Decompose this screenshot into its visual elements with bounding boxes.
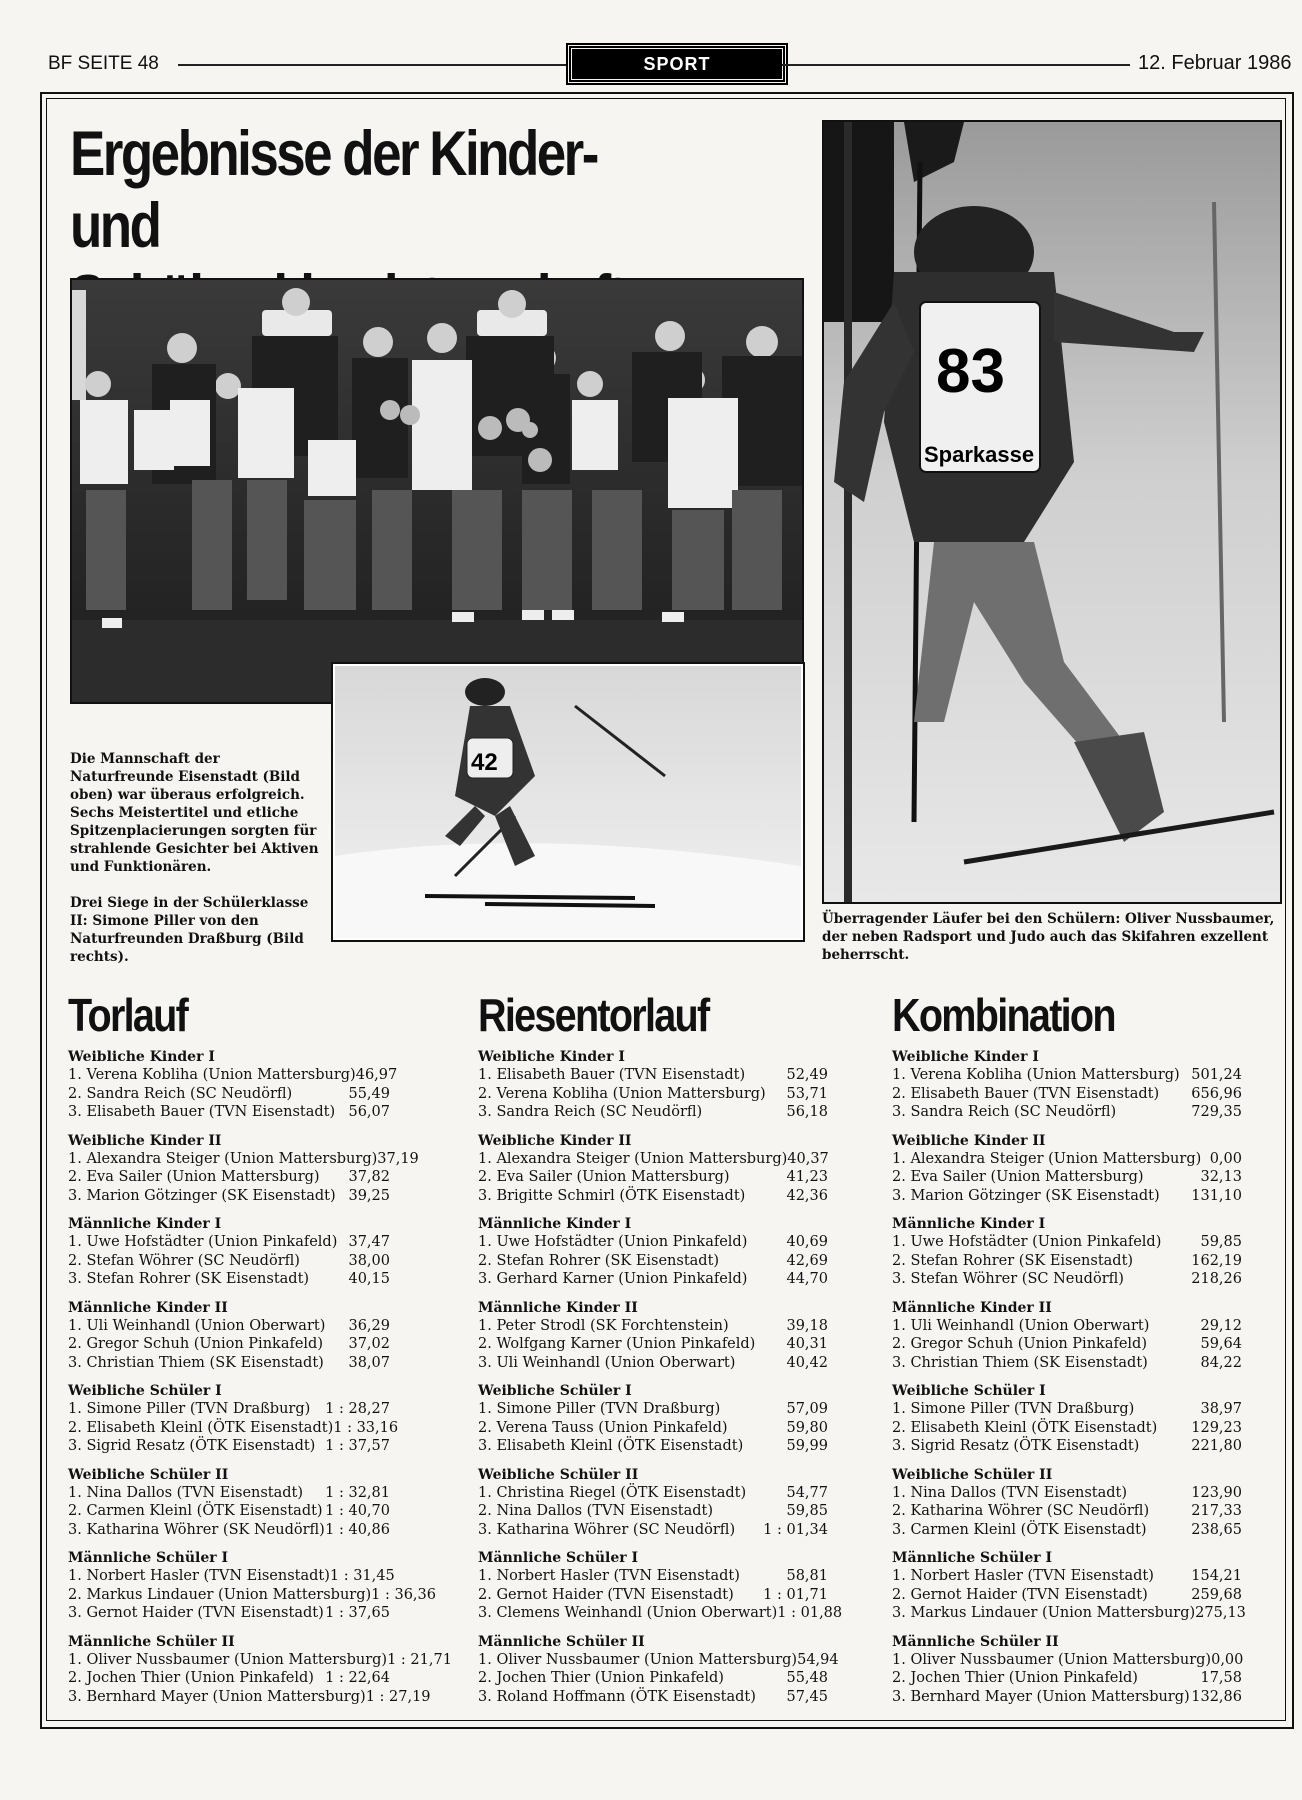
- result-row: [892, 1187, 1242, 1206]
- result-time: 217,33: [1191, 1503, 1242, 1519]
- result-time: 501,24: [1191, 1067, 1242, 1083]
- result-name: 2. Stefan Rohrer (SK Eisenstadt): [892, 1252, 1134, 1269]
- result-name: 2. Jochen Thier (Union Pinkafeld): [68, 1670, 314, 1686]
- result-time: 56,07: [348, 1104, 390, 1120]
- result-time: 36,29: [348, 1317, 390, 1334]
- result-group: [478, 1633, 839, 1707]
- result-group: [68, 1299, 390, 1373]
- result-name: 1. Alexandra Steiger (Union Mattersburg): [478, 1150, 788, 1167]
- result-group: [478, 1466, 828, 1540]
- page-label: BF SEITE 48: [48, 53, 159, 74]
- result-name: 1. Simone Piller (TVN Draßburg): [68, 1401, 311, 1417]
- result-name: 2. Elisabeth Kleinl (ÖTK Eisenstadt): [892, 1419, 1158, 1436]
- result-name: 1. Oliver Nussbaumer (Union Mattersburg): [892, 1651, 1212, 1668]
- result-time: 38,97: [1200, 1401, 1242, 1417]
- result-name: 3. Christian Thiem (SK Eisenstadt): [68, 1354, 324, 1371]
- group-title: Weibliche Kinder I: [478, 1049, 625, 1065]
- result-row: [478, 1400, 828, 1419]
- result-name: 3. Clemens Weinhandl (Union Oberwart): [478, 1605, 778, 1621]
- result-name: 3. Brigitte Schmirl (ÖTK Eisenstadt): [478, 1187, 746, 1204]
- group-title: Weibliche Schüler I: [68, 1383, 222, 1399]
- result-name: 3. Carmen Kleinl (ÖTK Eisenstadt): [892, 1521, 1147, 1538]
- result-row: [892, 1604, 1246, 1623]
- result-name: 3. Christian Thiem (SK Eisenstadt): [892, 1354, 1148, 1371]
- result-time: 57,45: [786, 1688, 828, 1705]
- result-time: 59,80: [786, 1419, 828, 1436]
- result-time: 32,13: [1200, 1169, 1242, 1185]
- result-row: [478, 1521, 828, 1540]
- result-time: 17,58: [1200, 1670, 1242, 1686]
- result-row: [68, 1651, 452, 1670]
- result-row: [68, 1103, 390, 1122]
- group-title: Männliche Schüler I: [68, 1550, 229, 1566]
- result-group: [478, 1299, 828, 1373]
- header-rule-left: [178, 64, 566, 66]
- result-group: [478, 1549, 843, 1623]
- result-name: 3. Elisabeth Bauer (TVN Eisenstadt): [68, 1104, 336, 1120]
- result-name: 3. Gernot Haider (TVN Eisenstadt): [68, 1605, 324, 1621]
- result-time: 162,19: [1191, 1252, 1242, 1269]
- result-row: [68, 1233, 390, 1252]
- result-name: 1. Verena Kobliha (Union Mattersburg): [892, 1067, 1180, 1083]
- result-time: 53,71: [786, 1085, 828, 1102]
- result-row: [892, 1233, 1242, 1252]
- result-time: 1 : 40,70: [325, 1503, 390, 1519]
- result-row: [478, 1586, 828, 1605]
- group-title: Männliche Schüler II: [478, 1633, 645, 1650]
- result-name: 1. Oliver Nussbaumer (Union Mattersburg): [478, 1651, 798, 1668]
- result-time: 59,85: [1200, 1234, 1242, 1250]
- result-row: [478, 1252, 828, 1271]
- result-row: [478, 1103, 828, 1122]
- result-row: [478, 1270, 828, 1289]
- result-row: [478, 1150, 828, 1169]
- result-row: [478, 1502, 828, 1521]
- result-row: [478, 1187, 828, 1206]
- result-row: [478, 1317, 828, 1336]
- result-time: 59,64: [1200, 1336, 1242, 1352]
- result-time: 40,37: [787, 1150, 829, 1167]
- result-name: 2. Carmen Kleinl (ÖTK Eisenstadt): [68, 1503, 323, 1519]
- result-time: 132,86: [1191, 1688, 1242, 1705]
- result-row: [478, 1604, 843, 1623]
- result-row: [892, 1437, 1242, 1456]
- result-time: 59,85: [786, 1503, 828, 1519]
- result-name: 1. Norbert Hasler (TVN Eisenstadt): [68, 1568, 330, 1584]
- result-name: 1. Elisabeth Bauer (TVN Eisenstadt): [478, 1067, 746, 1083]
- group-title: Männliche Kinder I: [892, 1216, 1046, 1232]
- result-row: [68, 1335, 390, 1354]
- result-row: [478, 1085, 828, 1104]
- result-group: [68, 1382, 399, 1456]
- result-row: [68, 1567, 395, 1586]
- result-name: 3. Bernhard Mayer (Union Mattersburg): [68, 1688, 366, 1705]
- result-name: 1. Oliver Nussbaumer (Union Mattersburg): [68, 1651, 388, 1668]
- group-title: Männliche Kinder II: [892, 1299, 1052, 1316]
- result-row: [68, 1419, 399, 1438]
- result-row: [68, 1502, 390, 1521]
- result-name: 2. Markus Lindauer (Union Mattersburg): [68, 1586, 372, 1603]
- result-time: 238,65: [1191, 1521, 1242, 1538]
- result-name: 2. Elisabeth Bauer (TVN Eisenstadt): [892, 1085, 1160, 1102]
- header-rule-right: [782, 64, 1130, 66]
- result-name: 2. Verena Tauss (Union Pinkafeld): [478, 1419, 728, 1436]
- result-row: [68, 1252, 390, 1271]
- result-name: 1. Norbert Hasler (TVN Eisenstadt): [478, 1568, 740, 1584]
- result-row: [478, 1437, 828, 1456]
- result-time: 37,47: [348, 1234, 390, 1250]
- result-row: [892, 1484, 1242, 1503]
- result-time: 84,22: [1200, 1354, 1242, 1371]
- result-name: 1. Peter Strodl (SK Forchtenstein): [478, 1317, 729, 1334]
- riesentorlauf-column: [478, 989, 843, 1716]
- issue-date: 12. Februar 1986: [1138, 52, 1292, 74]
- result-time: 1 : 21,71: [387, 1651, 452, 1668]
- result-name: 1. Uwe Hofstädter (Union Pinkafeld): [68, 1234, 338, 1250]
- result-row: [478, 1066, 828, 1085]
- result-group: [68, 1048, 398, 1122]
- result-name: 3. Sandra Reich (SC Neudörfl): [478, 1104, 703, 1120]
- result-row: [68, 1688, 431, 1707]
- result-name: 2. Jochen Thier (Union Pinkafeld): [892, 1670, 1138, 1686]
- result-row: [68, 1669, 390, 1688]
- result-group: [892, 1048, 1242, 1122]
- team-photo: [70, 278, 804, 704]
- result-name: 2. Eva Sailer (Union Mattersburg): [892, 1169, 1144, 1185]
- result-time: 37,19: [377, 1150, 419, 1167]
- result-name: 3. Sigrid Resatz (ÖTK Eisenstadt): [68, 1438, 316, 1454]
- result-group: [892, 1299, 1242, 1373]
- result-row: [68, 1437, 390, 1456]
- result-time: 54,77: [786, 1484, 828, 1501]
- result-time: 46,97: [355, 1067, 398, 1083]
- result-time: 1 : 32,81: [325, 1484, 390, 1501]
- result-time: 59,99: [786, 1438, 828, 1454]
- result-row: [478, 1567, 828, 1586]
- result-time: 57,09: [786, 1401, 828, 1417]
- result-row: [478, 1688, 828, 1707]
- result-row: [478, 1335, 828, 1354]
- result-row: [68, 1150, 419, 1169]
- result-row: [68, 1400, 390, 1419]
- result-group: [478, 1215, 828, 1289]
- result-row: [68, 1317, 390, 1336]
- result-group: [892, 1215, 1242, 1289]
- result-name: 3. Bernhard Mayer (Union Mattersburg): [892, 1688, 1190, 1705]
- result-time: 218,26: [1191, 1271, 1242, 1287]
- nussbaumer-photo: [822, 120, 1282, 904]
- result-name: 2. Wolfgang Karner (Union Pinkafeld): [478, 1336, 756, 1352]
- result-name: 1. Nina Dallos (TVN Eisenstadt): [68, 1484, 304, 1501]
- result-row: [892, 1252, 1242, 1271]
- result-group: [68, 1633, 452, 1707]
- result-time: 40,42: [786, 1354, 828, 1371]
- result-time: 38,07: [348, 1354, 390, 1371]
- nussbaumer-caption: Überragender Läufer bei den Schülern: Oliver Nussbaumer, der neben Radsport und Judo auch das Skifahren exzellent beherrscht.: [822, 911, 1275, 963]
- result-time: 656,96: [1191, 1085, 1242, 1102]
- result-time: 1 : 37,57: [325, 1438, 390, 1454]
- column-title: Riesentorlauf: [478, 989, 709, 1041]
- result-name: 1. Uli Weinhandl (Union Oberwart): [892, 1317, 1150, 1334]
- result-name: 2. Jochen Thier (Union Pinkafeld): [478, 1670, 724, 1686]
- result-row: [892, 1085, 1242, 1104]
- result-name: 2. Nina Dallos (TVN Eisenstadt): [478, 1503, 714, 1519]
- result-name: 2. Gernot Haider (TVN Eisenstadt): [478, 1586, 734, 1603]
- result-name: 2. Sandra Reich (SC Neudörfl): [68, 1085, 293, 1102]
- result-row: [68, 1484, 390, 1503]
- result-row: [892, 1586, 1242, 1605]
- result-name: 1. Alexandra Steiger (Union Mattersburg): [892, 1150, 1202, 1167]
- result-time: 40,15: [348, 1271, 390, 1287]
- result-row: [892, 1567, 1242, 1586]
- result-row: [68, 1521, 390, 1540]
- column-title: Torlauf: [68, 989, 188, 1041]
- result-row: [892, 1103, 1242, 1122]
- result-name: 3. Markus Lindauer (Union Mattersburg): [892, 1605, 1196, 1621]
- result-group: [478, 1048, 828, 1122]
- result-time: 275,13: [1195, 1605, 1246, 1621]
- group-title: Männliche Schüler II: [892, 1633, 1059, 1650]
- result-group: [892, 1633, 1242, 1707]
- group-title: Männliche Kinder II: [68, 1299, 228, 1316]
- group-title: Weibliche Kinder II: [892, 1132, 1046, 1149]
- left-skier-bib: 42: [471, 749, 498, 776]
- group-title: Männliche Schüler I: [892, 1550, 1053, 1566]
- result-group: [68, 1466, 390, 1540]
- group-title: Männliche Schüler I: [478, 1550, 639, 1566]
- group-title: Weibliche Schüler I: [892, 1383, 1046, 1399]
- result-group: [68, 1132, 419, 1206]
- group-title: Männliche Kinder I: [68, 1216, 222, 1232]
- result-name: 3. Roland Hoffmann (ÖTK Eisenstadt): [478, 1688, 756, 1705]
- result-time: 37,82: [348, 1169, 390, 1185]
- result-name: 2. Katharina Wöhrer (SC Neudörfl): [892, 1503, 1150, 1519]
- group-title: Weibliche Schüler I: [478, 1383, 632, 1399]
- result-row: [68, 1270, 390, 1289]
- result-group: [892, 1466, 1242, 1540]
- group-title: Weibliche Schüler II: [68, 1466, 229, 1483]
- group-title: Weibliche Kinder II: [68, 1132, 222, 1149]
- result-group: [68, 1549, 436, 1623]
- result-name: 1. Norbert Hasler (TVN Eisenstadt): [892, 1568, 1154, 1584]
- result-time: 131,10: [1191, 1187, 1242, 1204]
- result-group: [68, 1215, 390, 1289]
- result-name: 3. Katharina Wöhrer (SC Neudörfl): [478, 1521, 736, 1538]
- result-row: [892, 1502, 1242, 1521]
- result-row: [68, 1187, 390, 1206]
- result-time: 0,00: [1209, 1150, 1242, 1167]
- result-time: 1 : 36,36: [371, 1586, 436, 1603]
- result-name: 1. Alexandra Steiger (Union Mattersburg): [68, 1150, 378, 1167]
- result-row: [892, 1651, 1242, 1670]
- result-time: 0,00: [1211, 1651, 1244, 1668]
- group-title: Weibliche Schüler II: [892, 1466, 1053, 1483]
- result-time: 129,23: [1191, 1419, 1242, 1436]
- result-name: 1. Nina Dallos (TVN Eisenstadt): [892, 1484, 1128, 1501]
- result-time: 58,81: [786, 1568, 828, 1584]
- result-name: 1. Uwe Hofstädter (Union Pinkafeld): [892, 1234, 1162, 1250]
- group-title: Weibliche Schüler II: [478, 1466, 639, 1483]
- result-name: 1. Simone Piller (TVN Draßburg): [892, 1401, 1135, 1417]
- result-row: [478, 1484, 828, 1503]
- result-time: 52,49: [786, 1067, 828, 1083]
- result-row: [68, 1354, 390, 1373]
- result-time: 41,23: [786, 1169, 828, 1185]
- result-group: [478, 1382, 828, 1456]
- slalom-photo: [333, 664, 803, 940]
- result-time: 40,31: [786, 1336, 828, 1352]
- result-row: [892, 1317, 1242, 1336]
- result-group: [892, 1549, 1246, 1623]
- result-row: [478, 1354, 828, 1373]
- result-time: 729,35: [1191, 1104, 1242, 1120]
- result-row: [478, 1669, 828, 1688]
- result-name: 2. Gregor Schuh (Union Pinkafeld): [892, 1336, 1147, 1352]
- result-name: 3. Stefan Wöhrer (SC Neudörfl): [892, 1271, 1124, 1287]
- result-time: 1 : 40,86: [325, 1521, 390, 1538]
- result-name: 3. Marion Götzinger (SK Eisenstadt): [892, 1187, 1160, 1204]
- result-row: [478, 1233, 828, 1252]
- result-name: 2. Stefan Wöhrer (SC Neudörfl): [68, 1252, 300, 1269]
- result-name: 2. Gregor Schuh (Union Pinkafeld): [68, 1336, 323, 1352]
- result-row: [892, 1521, 1242, 1540]
- result-name: 1. Verena Kobliha (Union Mattersburg): [68, 1067, 356, 1083]
- column-title: Kombination: [892, 989, 1115, 1041]
- result-time: 39,18: [786, 1317, 828, 1334]
- team-caption: Die Mannschaft der Naturfreunde Eisenstadt (Bild oben) war überaus erfolgreich. Sechs Meistertitel und etliche Spitzenplacierungen sorgten für strahlende Gesichter bei Aktiven und Funktionären.: [70, 751, 319, 875]
- result-time: 29,12: [1200, 1317, 1242, 1334]
- result-row: [478, 1419, 828, 1438]
- result-row: [892, 1669, 1242, 1688]
- result-name: 2. Eva Sailer (Union Mattersburg): [478, 1169, 730, 1185]
- result-row: [892, 1354, 1242, 1373]
- piller-caption: Drei Siege in der Schülerklasse II: Simone Piller von den Naturfreunden Draßburg (Bild rechts).: [70, 895, 309, 965]
- sponsor-logo: Sparkasse: [924, 442, 1035, 467]
- result-time: 1 : 22,64: [325, 1670, 390, 1686]
- result-time: 55,48: [786, 1670, 828, 1686]
- result-name: 3. Katharina Wöhrer (SK Neudörfl): [68, 1521, 325, 1538]
- result-row: [892, 1270, 1242, 1289]
- result-time: 1 : 37,65: [325, 1605, 390, 1621]
- result-row: [68, 1066, 398, 1085]
- result-name: 3. Sandra Reich (SC Neudörfl): [892, 1104, 1117, 1120]
- result-time: 259,68: [1191, 1586, 1242, 1603]
- result-name: 3. Stefan Rohrer (SK Eisenstadt): [68, 1271, 310, 1287]
- result-time: 221,80: [1191, 1438, 1242, 1454]
- result-time: 42,69: [786, 1252, 828, 1269]
- result-time: 1 : 28,27: [325, 1401, 390, 1417]
- result-name: 3. Gerhard Karner (Union Pinkafeld): [478, 1271, 748, 1287]
- result-row: [68, 1604, 390, 1623]
- kombination-column: [892, 989, 1246, 1716]
- group-title: Weibliche Kinder II: [478, 1132, 632, 1149]
- result-group: [892, 1382, 1242, 1456]
- result-name: 2. Gernot Haider (TVN Eisenstadt): [892, 1586, 1148, 1603]
- result-name: 2. Eva Sailer (Union Mattersburg): [68, 1169, 320, 1185]
- section-badge: SPORT: [568, 45, 786, 83]
- result-name: 3. Sigrid Resatz (ÖTK Eisenstadt): [892, 1438, 1140, 1454]
- result-name: 3. Uli Weinhandl (Union Oberwart): [478, 1354, 736, 1371]
- result-name: 2. Elisabeth Kleinl (ÖTK Eisenstadt): [68, 1419, 334, 1436]
- result-time: 38,00: [348, 1252, 390, 1269]
- result-time: 1 : 27,19: [365, 1688, 431, 1705]
- result-name: 1. Uwe Hofstädter (Union Pinkafeld): [478, 1234, 748, 1250]
- result-time: 55,49: [348, 1085, 390, 1102]
- result-group: [478, 1132, 828, 1206]
- result-row: [68, 1168, 390, 1187]
- result-name: 2. Stefan Rohrer (SK Eisenstadt): [478, 1252, 720, 1269]
- result-row: [892, 1419, 1242, 1438]
- result-time: 56,18: [786, 1104, 828, 1120]
- result-name: 1. Christina Riegel (ÖTK Eisenstadt): [478, 1484, 747, 1501]
- result-time: 54,94: [797, 1651, 839, 1668]
- result-row: [892, 1335, 1242, 1354]
- result-group: [892, 1132, 1242, 1206]
- result-name: 1. Simone Piller (TVN Draßburg): [478, 1401, 721, 1417]
- result-row: [892, 1400, 1242, 1419]
- result-time: 1 : 01,34: [763, 1521, 828, 1538]
- result-row: [478, 1651, 839, 1670]
- result-row: [892, 1150, 1242, 1169]
- result-time: 1 : 01,71: [763, 1586, 828, 1603]
- result-time: 154,21: [1191, 1568, 1242, 1584]
- result-time: 39,25: [348, 1187, 390, 1204]
- result-name: 2. Verena Kobliha (Union Mattersburg): [478, 1085, 766, 1102]
- result-row: [68, 1085, 390, 1104]
- result-time: 37,02: [348, 1336, 390, 1352]
- group-title: Weibliche Kinder I: [892, 1049, 1039, 1065]
- result-row: [68, 1586, 436, 1605]
- right-skier-bib: 83: [936, 337, 1005, 406]
- result-name: 3. Marion Götzinger (SK Eisenstadt): [68, 1187, 336, 1204]
- result-time: 123,90: [1191, 1484, 1242, 1501]
- group-title: Männliche Kinder II: [478, 1299, 638, 1316]
- group-title: Männliche Schüler II: [68, 1633, 235, 1650]
- result-row: [892, 1168, 1242, 1187]
- result-row: [892, 1688, 1242, 1707]
- headline-line-1: Ergebnisse der Kinder- und: [70, 119, 597, 261]
- result-time: 1 : 33,16: [333, 1419, 399, 1436]
- result-time: 1 : 01,88: [777, 1605, 843, 1621]
- result-row: [478, 1168, 828, 1187]
- group-title: Männliche Kinder I: [478, 1216, 632, 1232]
- result-time: 1 : 31,45: [329, 1568, 395, 1584]
- result-time: 42,36: [786, 1187, 828, 1204]
- result-name: 1. Uli Weinhandl (Union Oberwart): [68, 1317, 326, 1334]
- torlauf-column: [68, 989, 452, 1716]
- result-time: 40,69: [786, 1234, 828, 1250]
- group-title: Weibliche Kinder I: [68, 1049, 215, 1065]
- result-row: [892, 1066, 1242, 1085]
- result-name: 3. Elisabeth Kleinl (ÖTK Eisenstadt): [478, 1438, 744, 1454]
- result-time: 44,70: [786, 1271, 828, 1287]
